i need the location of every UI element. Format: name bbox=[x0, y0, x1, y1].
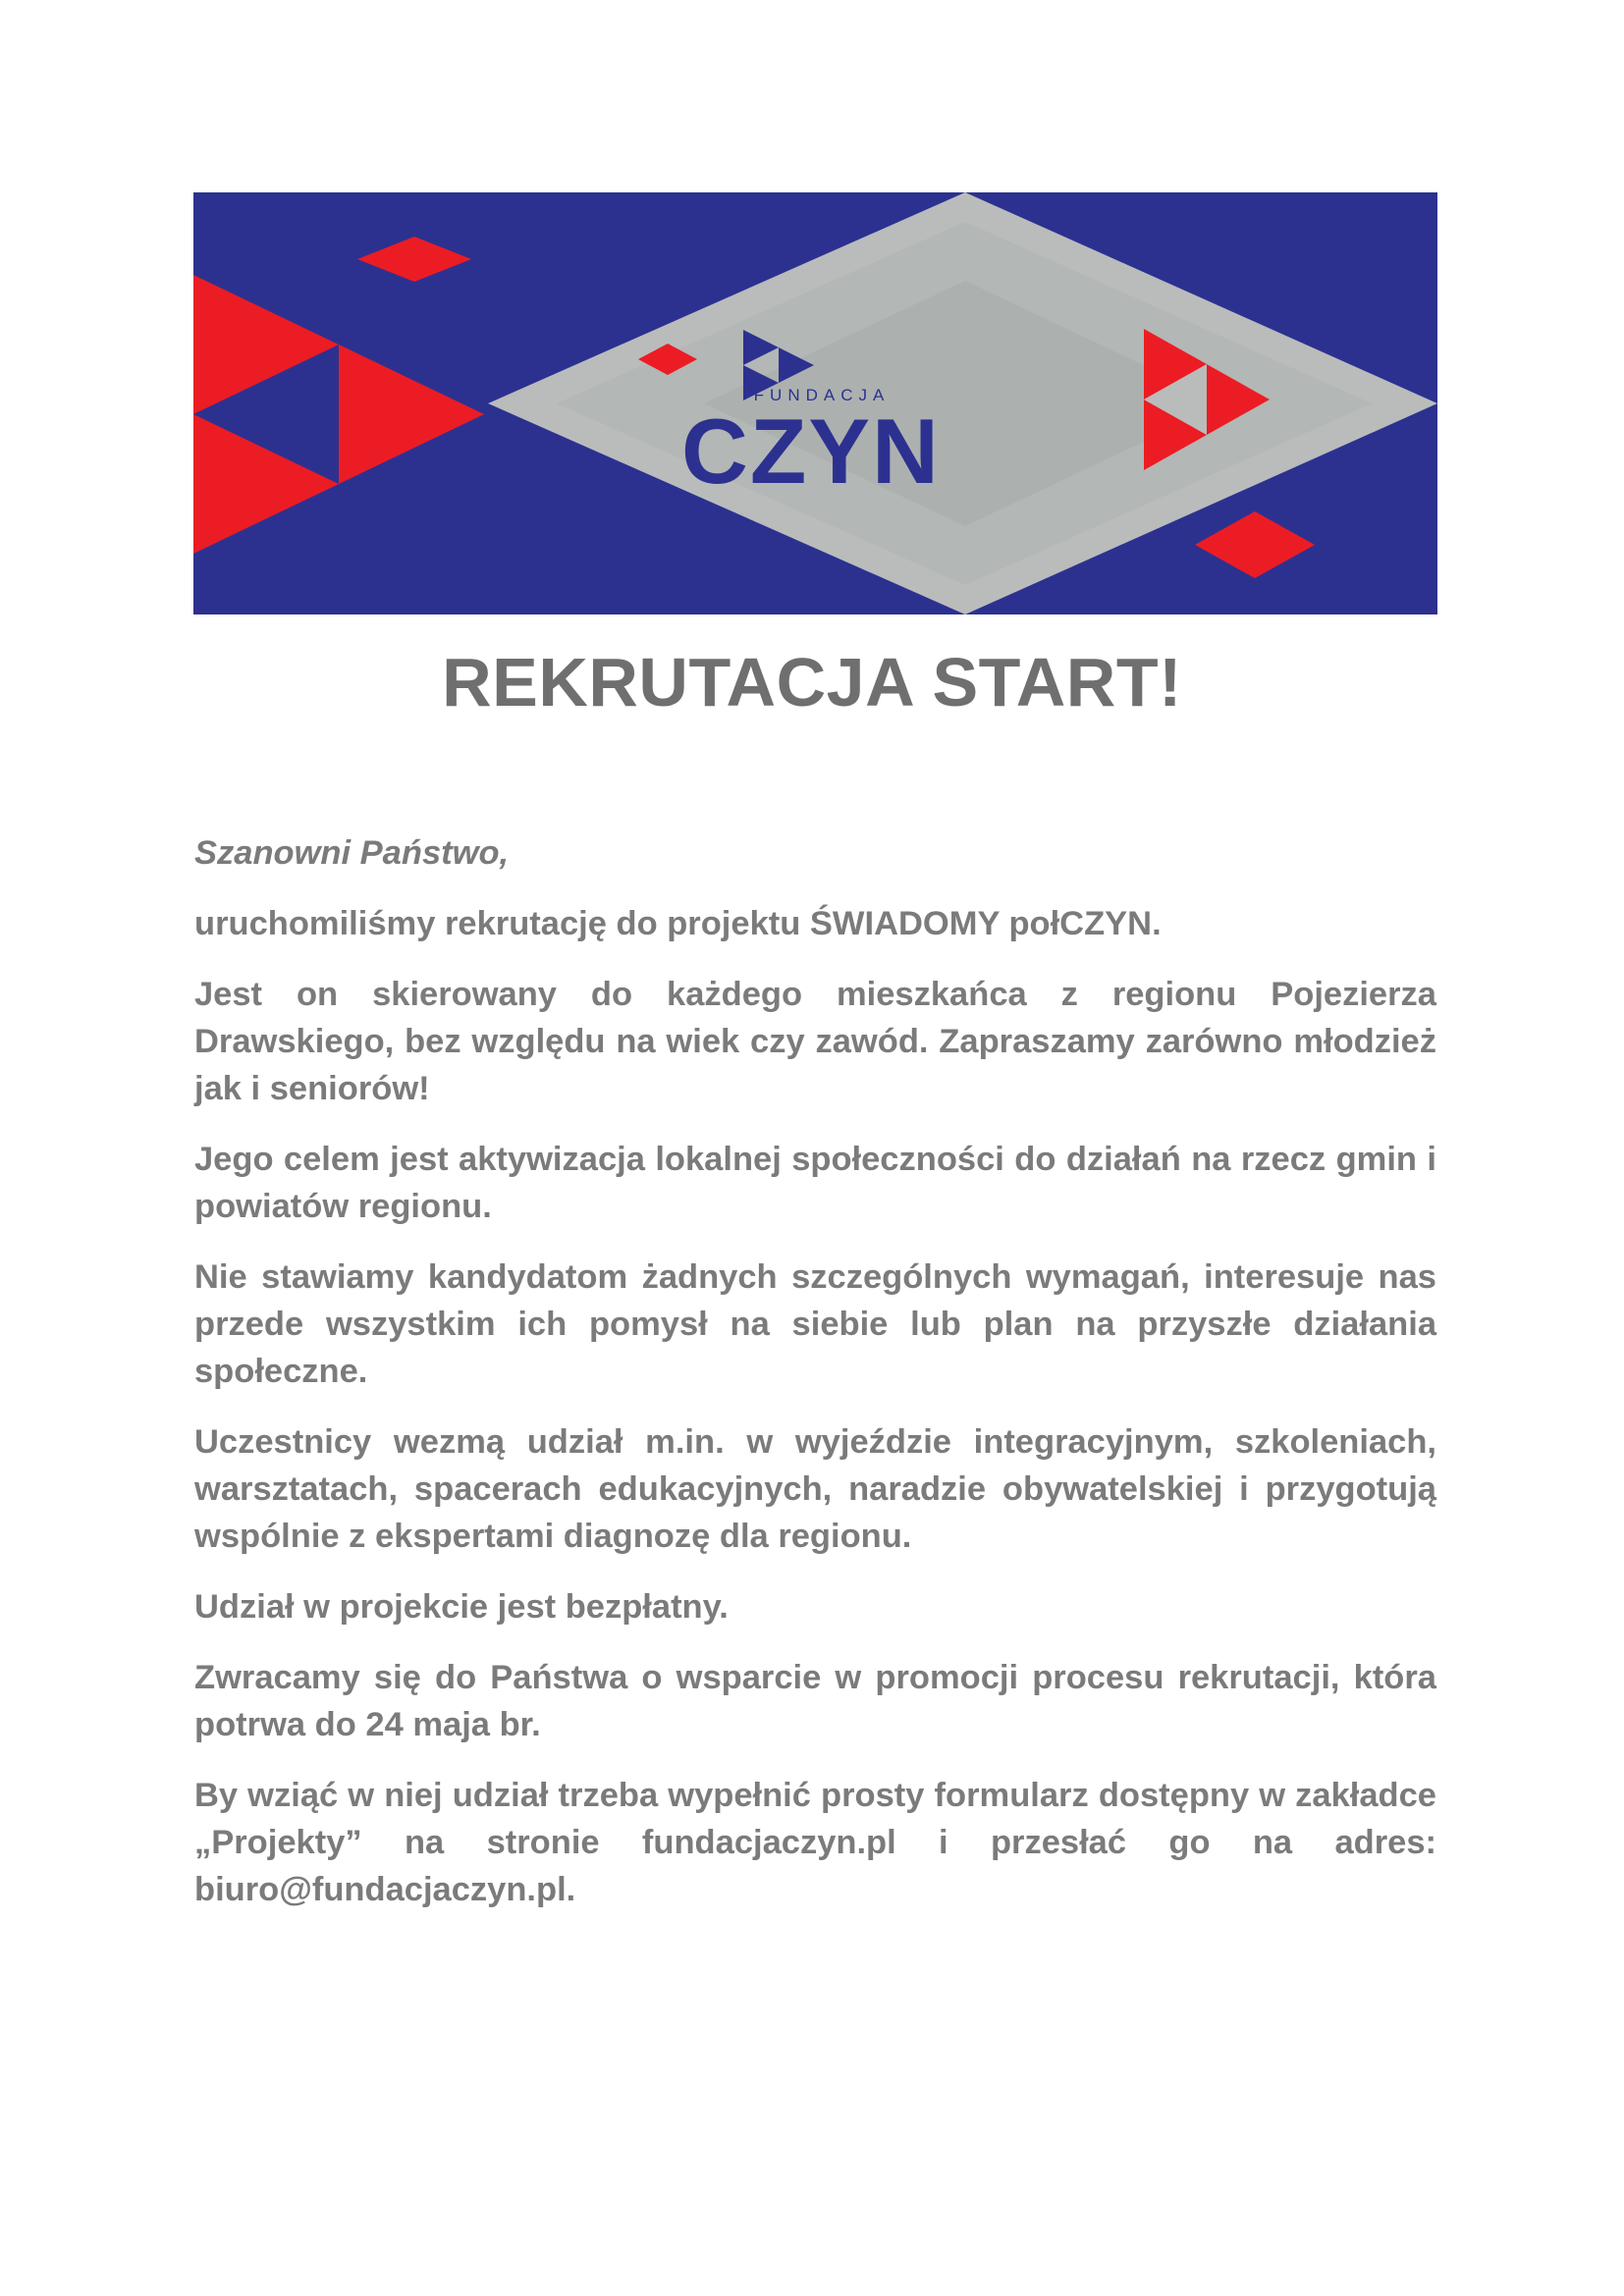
paragraph-5: Uczestnicy wezmą udział m.in. w wyjeździe integracyjnym, szkoleniach, warsztatach, spacerach edukacyjnych, naradzie obywatelskiej i przygotują wspólnie z ekspertami diagnozę dla regionu. bbox=[194, 1423, 1436, 1555]
paragraph-7: Zwracamy się do Państwa o wsparcie w promocji procesu rekrutacji, która potrwa do 24 maja br. bbox=[194, 1659, 1436, 1743]
paragraph-6: Udział w projekcie jest bezpłatny. bbox=[194, 1588, 729, 1626]
page-title: REKRUTACJA START! bbox=[442, 644, 1182, 721]
paragraph-3: Jego celem jest aktywizacja lokalnej społeczności do działań na rzecz gmin i powiatów regionu. bbox=[194, 1141, 1436, 1225]
paragraph-8: By wziąć w niej udział trzeba wypełnić prosty formularz dostępny w zakładce „Projekty” na stronie fundacjaczyn.pl i przesłać go na adres: biuro@fundacjaczyn.pl. bbox=[194, 1777, 1436, 1908]
logo-big-text: CZYN bbox=[681, 400, 941, 503]
paragraph-2: Jest on skierowany do każdego mieszkańca z regionu Pojezierza Drawskiego, bez względu na wiek czy zawód. Zapraszamy zarówno młodzież jak i seniorów! bbox=[194, 976, 1436, 1107]
paragraph-1: uruchomiliśmy rekrutację do projektu ŚWIADOMY połCZYN. bbox=[194, 905, 1162, 942]
header-banner bbox=[193, 192, 1437, 614]
letter-body bbox=[194, 829, 1436, 1937]
paragraph-4: Nie stawiamy kandydatom żadnych szczególnych wymagań, interesuje nas przede wszystkim ich pomysł na siebie lub plan na przyszłe działania społeczne. bbox=[194, 1258, 1436, 1390]
logo-small-text: FUNDACJA bbox=[753, 386, 891, 404]
greeting: Szanowni Państwo, bbox=[194, 834, 510, 872]
